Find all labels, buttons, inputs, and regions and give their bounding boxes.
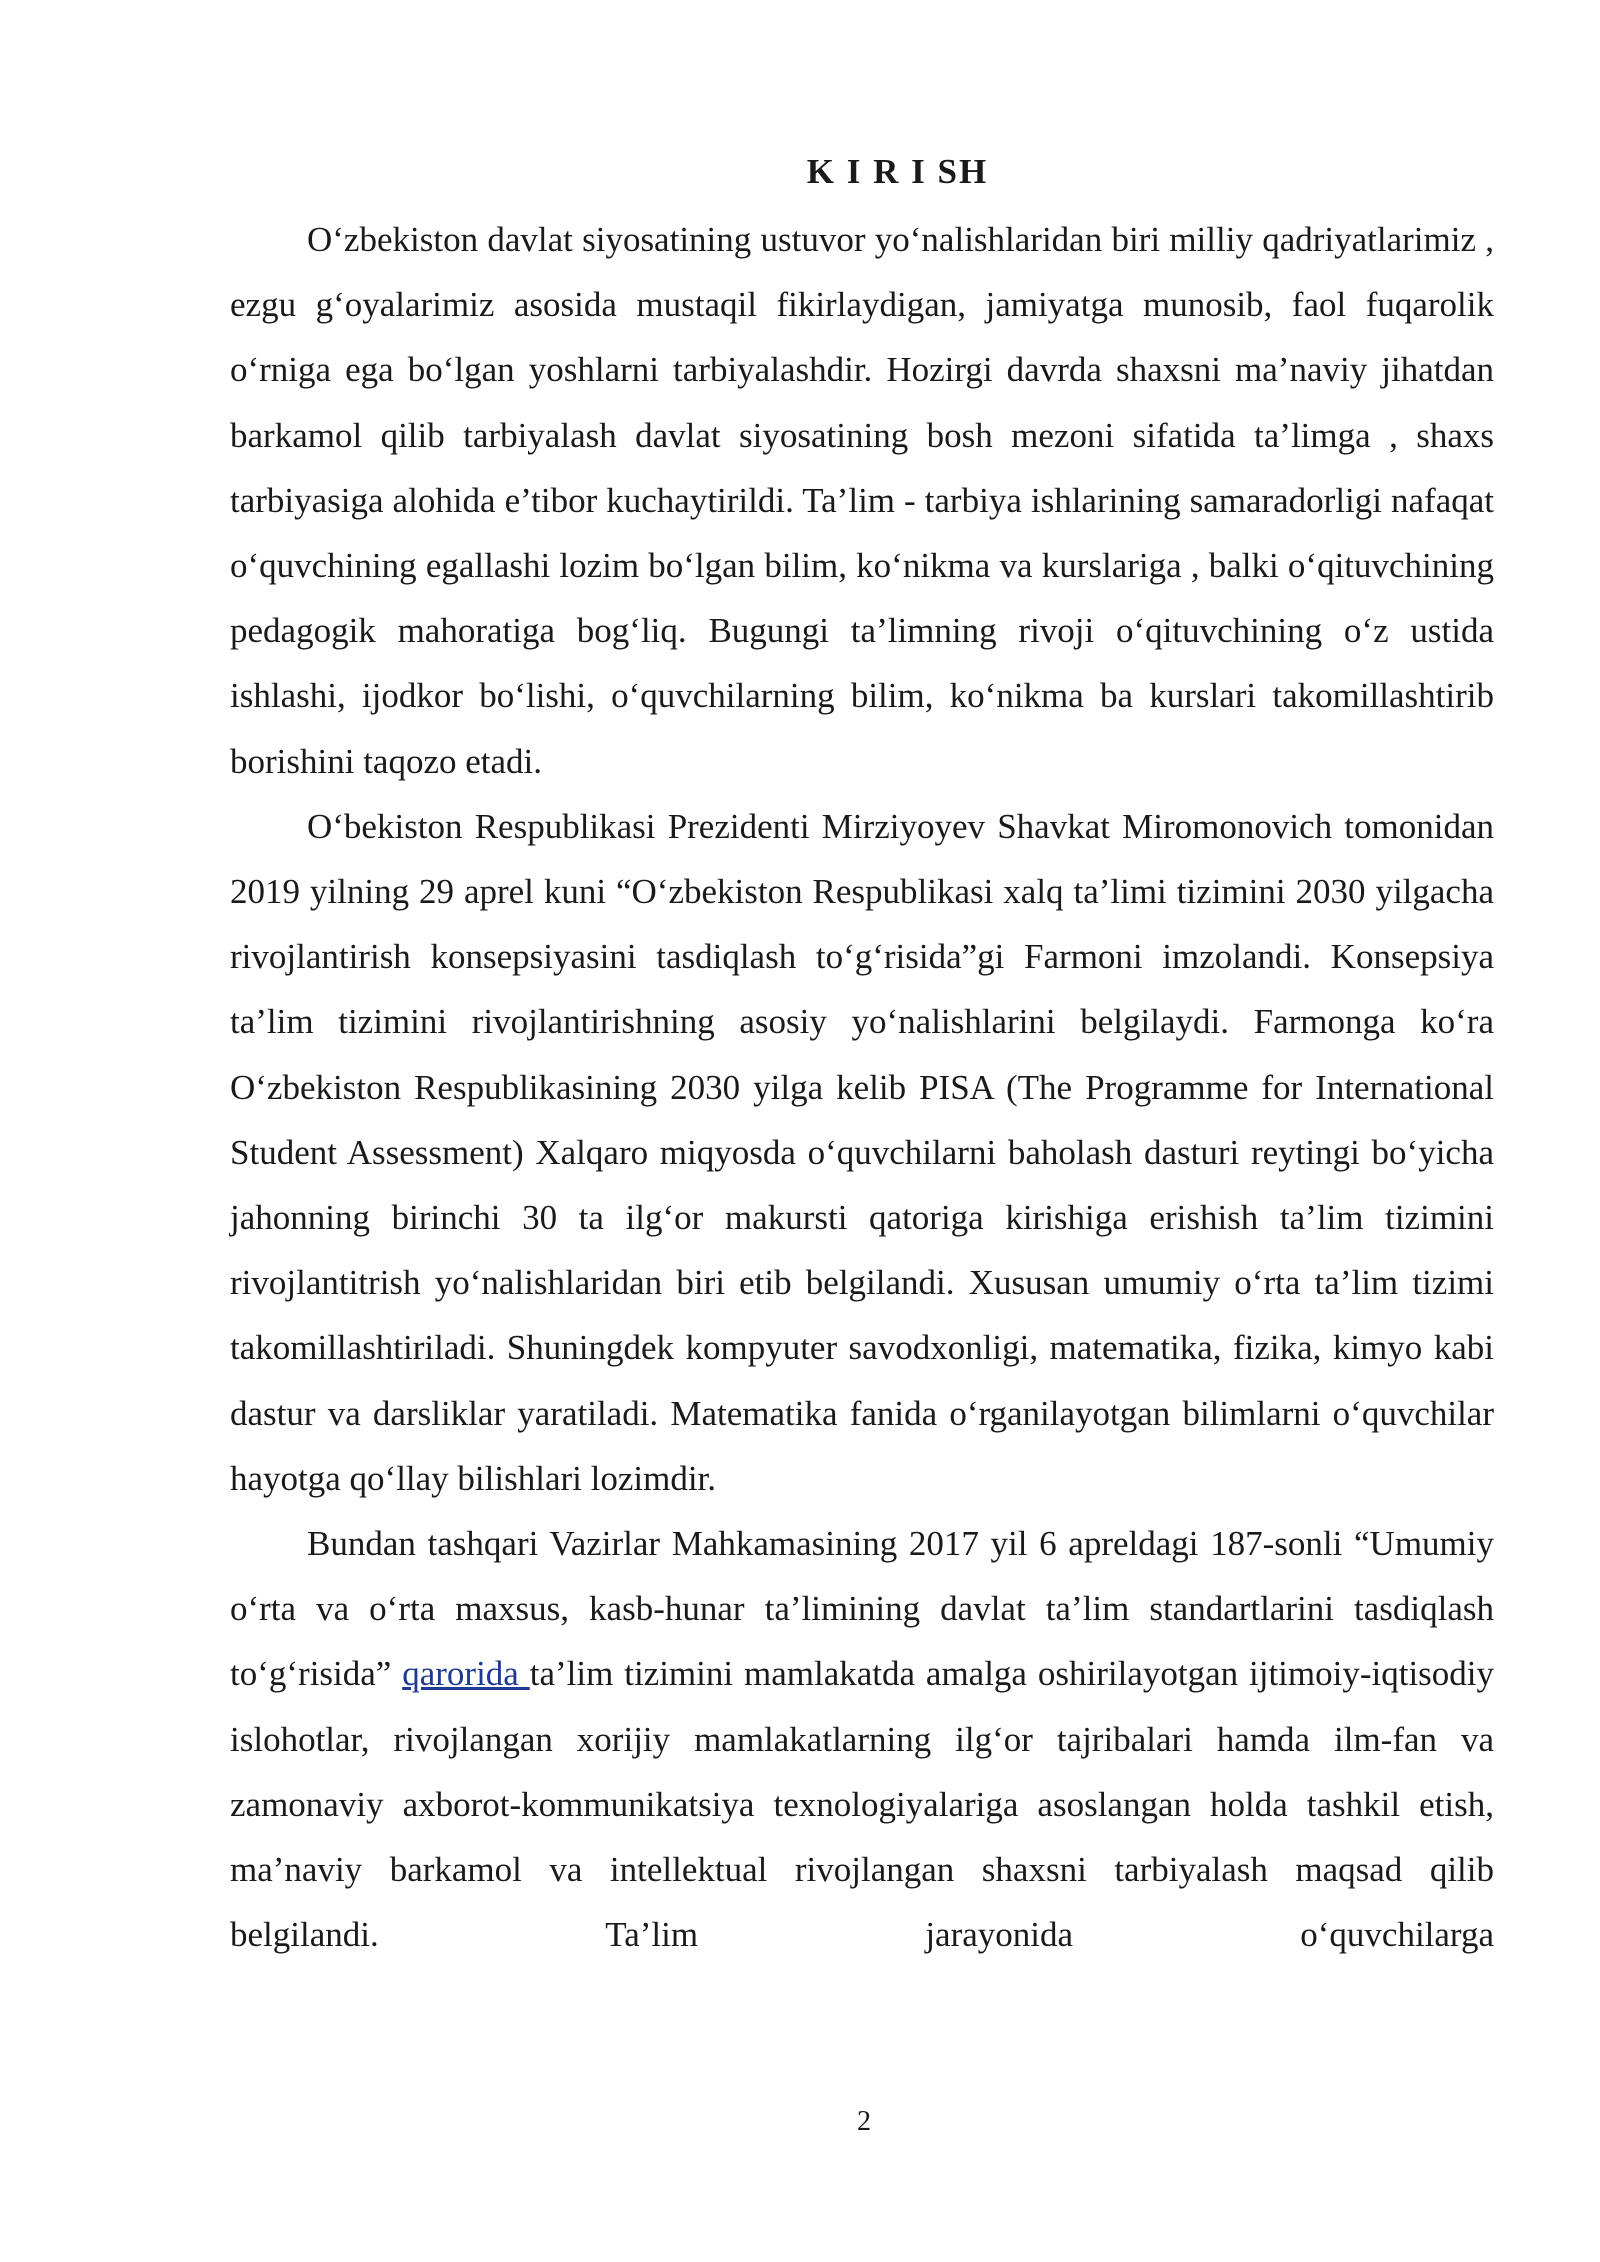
paragraph-3 xyxy=(230,1511,1494,1967)
paragraph-3-text-start: Bundan tashqari Vazirlar Mahkamasining 2017 yil 6 apreldagi 187-sonli “Umumiy o‘rta va o‘rta maxsus, kasb-hunar ta’limining davlat ta’lim standartlarini tasdiqlash to‘g‘risida” xyxy=(230,1524,1494,1694)
document-body xyxy=(230,207,1494,1967)
paragraph-3-text-end: ta’lim tizimini mamlakatda amalga oshirilayotgan ijtimoiy-iqtisodiy islohotlar, rivojlangan xorijiy mamlakatlarning ilg‘or tajribalari hamda ilm-fan va zamonaviy axborot-kommunikatsiya texnologiyalariga asoslangan holda tashkil etish, ma’naviy barkamol va intellektual rivojlangan shaxsni tarbiyalash maqsad qilib belgilandi. Ta’lim jarayonida o‘quvchilarga xyxy=(230,1654,1495,1955)
page-number: 2 xyxy=(857,2106,871,2137)
qarorida-link[interactable]: qarorida xyxy=(402,1654,530,1694)
paragraph-2: O‘bekiston Respublikasi Prezidenti Mirziyoyev Shavkat Miromonovich tomonidan 2019 yilning 29 aprel kuni “O‘zbekiston Respublikasi xalq ta’limi tizimini 2030 yilgacha rivojlantirish konsepsiyasini tasdiqlash to‘g‘risida”gi Farmoni imzolandi. Konsepsiya ta’lim tizimini rivojlantirishning asosiy yo‘nalishlarini belgilaydi. Farmonga ko‘ra O‘zbekiston Respublikasining 2030 yilga kelib PISA (The Programme for International Student Assessment) Xalqaro miqyosda o‘quvchilarni baholash dasturi reytingi bo‘yicha jahonning birinchi 30 ta ilg‘or makursti qatoriga kirishiga erishish ta’lim tizimini rivojlantitrish yo‘nalishlaridan biri etib belgilandi. Xususan umumiy o‘rta ta’lim tizimi takomillashtiriladi. Shuningdek kompyuter savodxonligi, matematika, fizika, kimyo kabi dastur va darsliklar yaratiladi. Matematika fanida o‘rganilayotgan bilimlarni o‘quvchilar hayotga qo‘llay bilishlari lozimdir. xyxy=(230,806,1494,1498)
paragraph-1: O‘zbekiston davlat siyosatining ustuvor yo‘nalishlaridan biri milliy qadriyatlarimiz , ezgu g‘oyalarimiz asosida mustaqil fikirlaydigan, jamiyatga munosib, faol fuqarolik o‘rniga ega bo‘lgan yoshlarni tarbiyalashdir. Hozirgi davrda shaxsni ma’naviy jihatdan barkamol qilib tarbiyalash davlat siyosatining bosh mezoni sifatida ta’limga , shaxs tarbiyasiga alohida e’tibor kuchaytirildi. Ta’lim - tarbiya ishlarining samaradorligi nafaqat o‘quvchining egallashi lozim bo‘lgan bilim, ko‘nikma va kurslariga , balki o‘qituvchining pedagogik mahoratiga bog‘liq. Bugungi ta’limning rivoji o‘qituvchining o‘z ustida ishlashi, ijodkor bo‘lishi, o‘quvchilarning bilim, ko‘nikma ba kurslari takomillashtirib borishini taqozo etadi. xyxy=(230,220,1494,781)
page-title: K I R I SH xyxy=(806,152,989,191)
